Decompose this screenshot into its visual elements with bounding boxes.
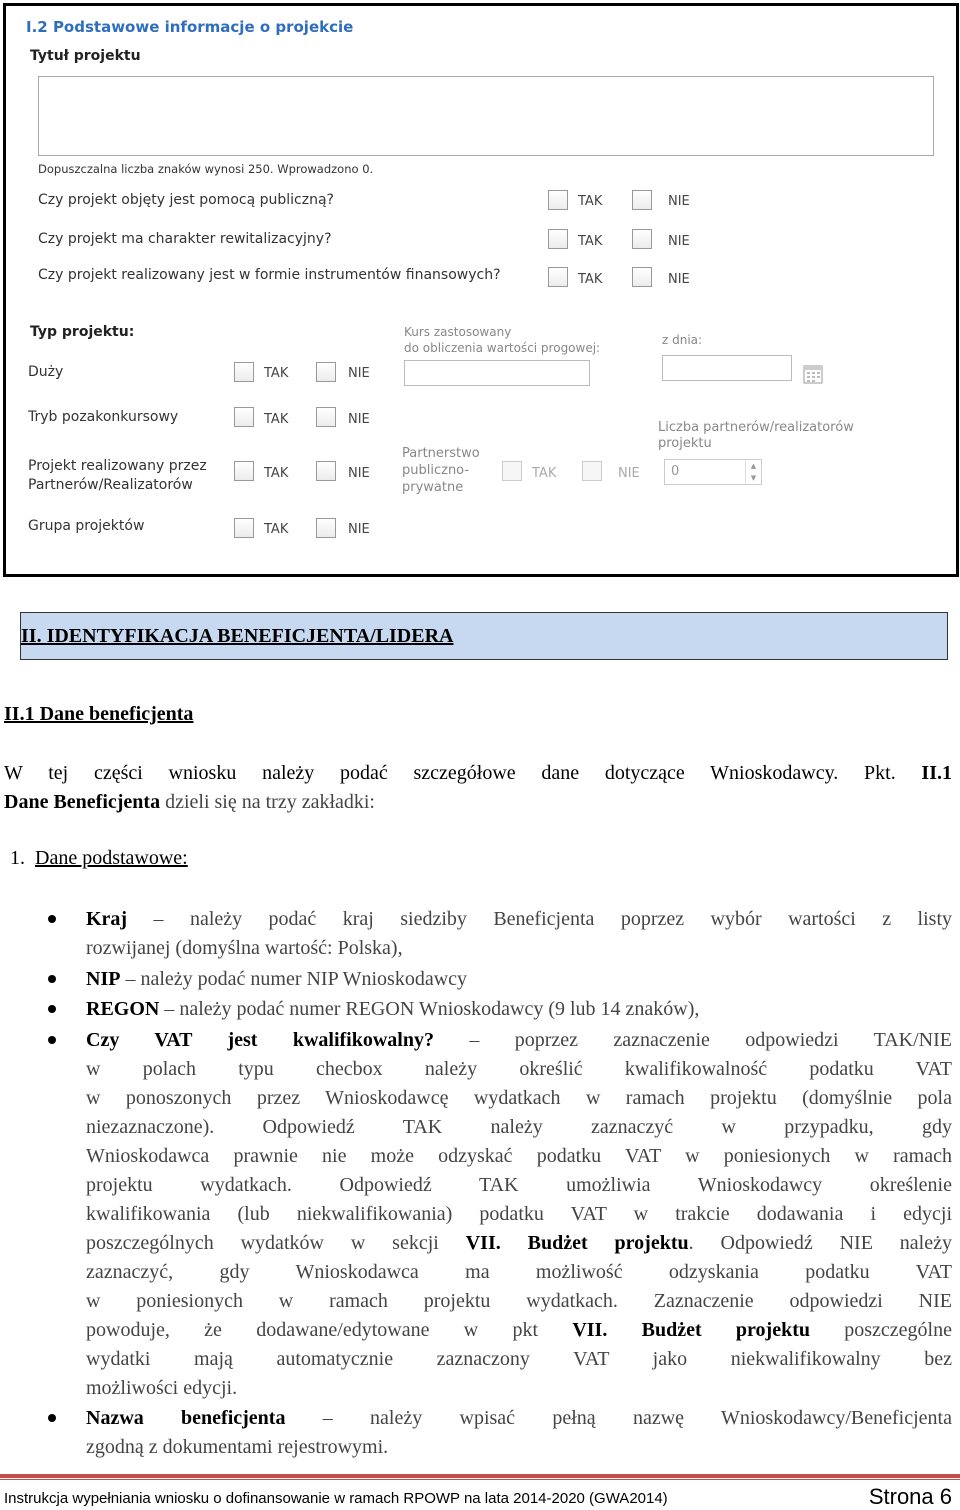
ppp-yes-checkbox[interactable] (502, 461, 522, 481)
revitalization-yes-label: TAK (578, 234, 603, 249)
partners-count-label-1: Liczba partnerów/realizatorów (658, 420, 854, 435)
partners-count-value: 0 (671, 464, 680, 479)
partners-no-label: NIE (348, 466, 370, 481)
bullet-country-line-2: rozwijanej (domyślna wartość: Polska), (86, 937, 403, 959)
revitalization-no-label: NIE (668, 234, 690, 249)
bullet-regon: REGON – należy podać numer REGON Wnioskodawcy (9 lub 14 znaków), (86, 998, 700, 1020)
bullet (48, 1005, 56, 1013)
date-input[interactable] (662, 355, 792, 381)
question-financial-instruments: Czy projekt realizowany jest w formie instrumentów finansowych? (38, 267, 501, 283)
type-partners-2: Partnerów/Realizatorów (28, 477, 193, 493)
list-item-1: 1. Dane podstawowe: (10, 847, 188, 869)
bullet (48, 975, 56, 983)
footer-title: Instrukcja wypełniania wniosku o dofinansowanie w ramach RPOWP na lata 2014-2020 (GWA2014) (4, 1490, 668, 1507)
noncompetitive-yes-label: TAK (264, 412, 289, 427)
section-title: I.2 Podstawowe informacje o projekcie (26, 18, 354, 36)
bullet (48, 1414, 56, 1422)
footer-rule (0, 1474, 960, 1478)
noncompetitive-no-checkbox[interactable] (316, 407, 336, 427)
intro-line-1: W tej części wniosku należy podać szczegółowe dane dotyczące Wnioskodawcy. Pkt. II.1 (4, 762, 952, 784)
revitalization-no-checkbox[interactable] (632, 229, 652, 249)
section-banner-title: II. IDENTYFIKACJA BENEFICJENTA/LIDERA (21, 625, 454, 647)
bullet-vat-line-12: wydatki mają automatycznie zaznaczony VAT jako niekwalifikowalny bez (86, 1348, 952, 1370)
question-public-aid: Czy projekt objęty jest pomocą publiczną? (38, 192, 334, 208)
rate-label-1: Kurs zastosowany (404, 325, 512, 339)
ppp-no-label: NIE (618, 466, 640, 481)
type-noncompetitive: Tryb pozakonkursowy (28, 409, 179, 425)
ppp-label-3: prywatne (402, 480, 464, 495)
financial-yes-checkbox[interactable] (548, 267, 568, 287)
bullet-vat-line-8: poszczególnych wydatków w sekcji VII. Budżet projektu. Odpowiedź NIE należy (86, 1232, 952, 1254)
bullet-vat-line-3: w ponoszonych przez Wnioskodawcę wydatkach w ramach projektu (domyślnie pola (86, 1087, 952, 1109)
bullet-vat-line-1: Czy VAT jest kwalifikowalny? – poprzez zaznaczenie odpowiedzi TAK/NIE (86, 1029, 952, 1051)
bullet-vat-line-5: Wnioskodawca prawnie nie może odzyskać podatku VAT w poniesionych w ramach (86, 1145, 952, 1167)
type-large: Duży (28, 364, 64, 380)
revitalization-yes-checkbox[interactable] (548, 229, 568, 249)
page-number: Strona 6 (868, 1484, 952, 1509)
intro-line-2: Dane Beneficjenta dzieli się na trzy zakładki: (4, 791, 375, 813)
bullet-name-line-2: zgodną z dokumentami rejestrowymi. (86, 1436, 389, 1458)
public-aid-no-label: NIE (668, 194, 690, 209)
noncompetitive-yes-checkbox[interactable] (234, 407, 254, 427)
type-partners-1: Projekt realizowany przez (28, 458, 207, 474)
ppp-label-2: publiczno- (402, 463, 470, 478)
partners-yes-checkbox[interactable] (234, 461, 254, 481)
ppp-label-1: Partnerstwo (402, 446, 480, 461)
financial-yes-label: TAK (578, 272, 603, 287)
group-yes-checkbox[interactable] (234, 518, 254, 538)
rate-label-2: do obliczenia wartości progowej: (404, 341, 601, 355)
section-banner (20, 612, 948, 660)
bullet-vat-line-2: w polach typu checbox należy określić kwalifikowalność podatku VAT (86, 1058, 952, 1080)
bullet-vat-line-7: kwalifikowania (lub niekwalifikowania) podatku VAT w trakcie dodawania i edycji (86, 1203, 952, 1225)
partners-no-checkbox[interactable] (316, 461, 336, 481)
bullet-name-line-1: Nazwa beneficjenta – należy wpisać pełną nazwę Wnioskodawcy/Beneficjenta (86, 1407, 952, 1429)
project-type-label: Typ projektu: (30, 324, 135, 340)
bullet-vat-line-9: zaznaczyć, gdy Wnioskodawca ma możliwość odzyskania podatku VAT (86, 1261, 952, 1283)
bullet-vat-line-4: niezaznaczone). Odpowiedź TAK należy zaznaczyć w przypadku, gdy (86, 1116, 952, 1138)
bullet-vat-line-11: powoduje, że dodawane/edytowane w pkt VII. Budżet projektu poszczególne (86, 1319, 952, 1341)
calendar-icon[interactable] (802, 363, 824, 385)
ppp-yes-label: TAK (532, 466, 557, 481)
noncompetitive-no-label: NIE (348, 412, 370, 427)
title-label: Tytuł projektu (30, 48, 141, 64)
bullet-country-line-1: Kraj – należy podać kraj siedziby Beneficjenta poprzez wybór wartości z listy (86, 908, 952, 930)
large-no-label: NIE (348, 366, 370, 381)
bullet (48, 1036, 56, 1044)
date-label: z dnia: (662, 333, 703, 347)
bullet-vat-line-10: w poniesionych w ramach projektu wydatkach. Zaznaczenie odpowiedzi NIE (86, 1290, 952, 1312)
question-revitalization: Czy projekt ma charakter rewitalizacyjny? (38, 231, 332, 247)
partners-count-input[interactable] (664, 459, 762, 485)
group-yes-label: TAK (264, 522, 289, 537)
large-yes-label: TAK (264, 366, 289, 381)
form-screenshot (3, 3, 959, 577)
bullet-vat-line-13: możliwości edycji. (86, 1377, 238, 1399)
group-no-label: NIE (348, 522, 370, 537)
char-counter: Dopuszczalna liczba znaków wynosi 250. Wprowadzono 0. (38, 162, 374, 176)
bullet-vat-line-6: projektu wydatkach. Odpowiedź TAK umożliwia Wnioskodawcy określenie (86, 1174, 952, 1196)
bullet (48, 915, 56, 923)
public-aid-no-checkbox[interactable] (632, 190, 652, 210)
large-yes-checkbox[interactable] (234, 362, 254, 382)
public-aid-yes-label: TAK (578, 194, 603, 209)
large-no-checkbox[interactable] (316, 362, 336, 382)
partners-count-label-2: projektu (658, 436, 712, 451)
spinner-icon[interactable]: ▲ ▼ (745, 460, 761, 484)
group-no-checkbox[interactable] (316, 518, 336, 538)
financial-no-checkbox[interactable] (632, 267, 652, 287)
subsection-heading: II.1 Dane beneficjenta (4, 703, 194, 725)
type-group: Grupa projektów (28, 518, 145, 534)
partners-yes-label: TAK (264, 466, 289, 481)
project-title-input[interactable] (38, 76, 934, 156)
ppp-no-checkbox[interactable] (582, 461, 602, 481)
public-aid-yes-checkbox[interactable] (548, 190, 568, 210)
footer-rule-thin (0, 1479, 960, 1480)
bullet-nip: NIP – należy podać numer NIP Wnioskodawcy (86, 968, 468, 990)
financial-no-label: NIE (668, 272, 690, 287)
rate-input[interactable] (404, 360, 590, 386)
